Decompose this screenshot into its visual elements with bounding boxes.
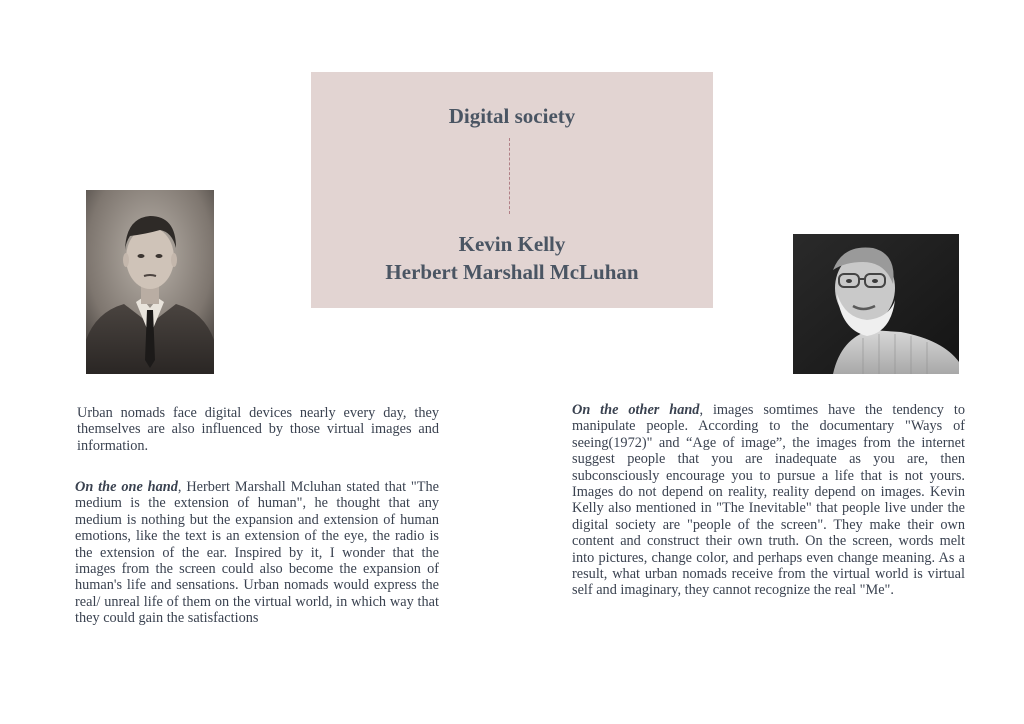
speaker-photo-image xyxy=(793,234,959,374)
other-hand-paragraph xyxy=(572,402,965,599)
intro-paragraph xyxy=(77,405,439,454)
other-hand-body: , images somtimes have the tendency to manipulate people. According to the documentary "Ways of seeing(1972)" and “Age of image”, the images from the internet suggest people that you are inadequate as you are, then subconsciously encourage you to pursue a life that is not yours. Images do not depend on reality, reality depend on images. Kevin Kelly also mentioned in "The Inevitable" that people live under the digital society are "people of the screen". They make their own content and construct their own truth. On the screen, words melt into pictures, change color, and perhaps even change meaning. As a result, what urban nomads receive from the virtual world is virtual self and imaginary, they cannot recognize the real "Me". xyxy=(572,402,965,599)
card-title: Digital society xyxy=(448,104,576,128)
intro-text: Urban nomads face digital devices nearly every day, they themselves are also influenced by those virtual images and information. xyxy=(77,405,439,454)
one-hand-paragraph xyxy=(75,479,439,627)
portrait-photo-image xyxy=(86,190,214,374)
card-names xyxy=(311,230,713,286)
name-kevin-kelly: Kevin Kelly xyxy=(458,232,566,256)
name-herbert-mcluhan: Herbert Marshall McLuhan xyxy=(385,260,639,284)
other-hand-lead: On the other hand xyxy=(572,402,700,418)
title-card xyxy=(311,72,713,308)
one-hand-lead: On the one hand xyxy=(75,479,178,495)
portrait-photo xyxy=(86,190,214,374)
dashed-divider xyxy=(509,138,510,214)
other-hand-text xyxy=(572,402,965,599)
one-hand-text xyxy=(75,479,439,627)
speaker-photo xyxy=(793,234,959,374)
one-hand-body: , Herbert Marshall Mcluhan stated that "The medium is the extension of human", he thought that any medium is nothing but the expansion and extension of human emotions, like the text is an extension of the eye, the radio is the extension of the ear. Inspired by it, I wonder that the images from the screen could also become the expansion of human's life and sensations. Urban nomads would express the real/ unreal life of them on the virtual world, in which way that they could gain the satisfactions xyxy=(75,479,439,627)
